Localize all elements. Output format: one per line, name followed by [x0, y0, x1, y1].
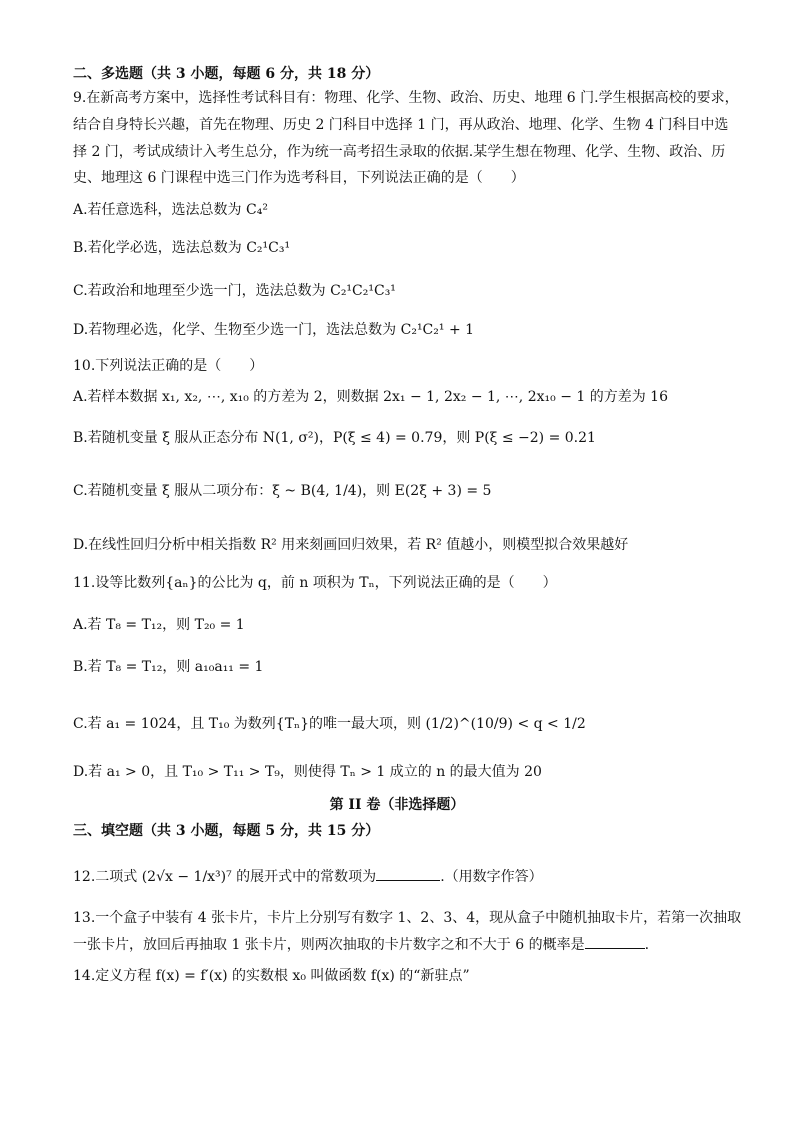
- q10-option-d: D.在线性回归分析中相关指数 R² 用来刻画回归效果，若 R² 值越小，则模型拟合效果越好: [73, 537, 629, 553]
- q11-option-b: B.若 T₈ = T₁₂，则 a₁₀a₁₁ = 1: [73, 659, 264, 675]
- q9-option-b: B.若化学必选，选法总数为 C₂¹C₃¹: [73, 240, 291, 256]
- section-2-heading: 二、多选题（共 3 小题，每题 6 分，共 18 分）: [73, 66, 380, 82]
- q12-line: [73, 866, 543, 887]
- q11-option-c: C.若 a₁ = 1024，且 T₁₀ 为数列{Tₙ}的唯一最大项，则 (1/2)^(10/9) < q < 1/2: [73, 716, 586, 732]
- q14-stem: 14.定义方程 f(x) = f′(x) 的实数根 x₀ 叫做函数 f(x) 的“新驻点”: [73, 968, 470, 984]
- q9-stem-line-4: 史、地理这 6 门课程中选三门作为选考科目，下列说法正确的是（ ）: [73, 170, 525, 186]
- q9-option-d: D.若物理必选，化学、生物至少选一门，选法总数为 C₂¹C₂¹ + 1: [73, 322, 475, 338]
- q9-option-a: A.若任意选科，选法总数为 C₄²: [73, 202, 268, 218]
- q13-line-1: 13.一个盒子中装有 4 张卡片，卡片上分别写有数字 1、2、3、4，现从盒子中随机抽取卡片，若第一次抽取: [73, 910, 742, 926]
- q10-option-b: B.若随机变量 ξ 服从正态分布 N(1, σ²)，P(ξ ≤ 4) = 0.79，则 P(ξ ≤ −2) = 0.21: [73, 430, 596, 446]
- q12-answer-blank: [376, 866, 440, 881]
- q12-text: 12.二项式 (2√x − 1/x³)⁷ 的展开式中的常数项为: [73, 869, 377, 885]
- part-2-title: 第 II 卷（非选择题）: [329, 797, 465, 813]
- q10-stem: 10.下列说法正确的是（ ）: [73, 358, 264, 374]
- q13-text: 一张卡片，放回后再抽取 1 张卡片，则两次抽取的卡片数字之和不大于 6 的概率是: [73, 937, 585, 953]
- q9-stem-line-1: 9.在新高考方案中，选择性考试科目有：物理、化学、生物、政治、历史、地理 6 门.学生根据高校的要求，: [73, 90, 739, 106]
- q9-stem-line-2: 结合自身特长兴趣，首先在物理、历史 2 门科目中选择 1 门，再从政治、地理、化学、生物 4 门科目中选: [73, 117, 729, 133]
- q10-option-c: C.若随机变量 ξ 服从二项分布：ξ ~ B(4, 1/4)，则 E(2ξ + 3) = 5: [73, 483, 492, 499]
- section-3-heading: 三、填空题（共 3 小题，每题 5 分，共 15 分）: [73, 823, 380, 839]
- q12-suffix: .（用数字作答）: [440, 869, 543, 885]
- q11-option-d: D.若 a₁ > 0，且 T₁₀ > T₁₁ > T₉，则使得 Tₙ > 1 成立的 n 的最大值为 20: [73, 764, 542, 780]
- q13-line-2: [73, 934, 649, 955]
- q11-stem: 11.设等比数列{aₙ}的公比为 q，前 n 项积为 Tₙ，下列说法正确的是（ ）: [73, 575, 557, 591]
- q11-option-a: A.若 T₈ = T₁₂，则 T₂₀ = 1: [73, 617, 245, 633]
- q13-answer-blank: [585, 934, 645, 949]
- q9-option-c: C.若政治和地理至少选一门，选法总数为 C₂¹C₂¹C₃¹: [73, 283, 396, 299]
- q9-stem-line-3: 择 2 门，考试成绩计入考生总分，作为统一高考招生录取的依据.某学生想在物理、化学、生物、政治、历: [73, 144, 726, 160]
- q13-suffix: .: [644, 937, 650, 953]
- q10-option-a: A.若样本数据 x₁, x₂, ⋯, x₁₀ 的方差为 2，则数据 2x₁ − 1, 2x₂ − 1, ⋯, 2x₁₀ − 1 的方差为 16: [73, 389, 668, 405]
